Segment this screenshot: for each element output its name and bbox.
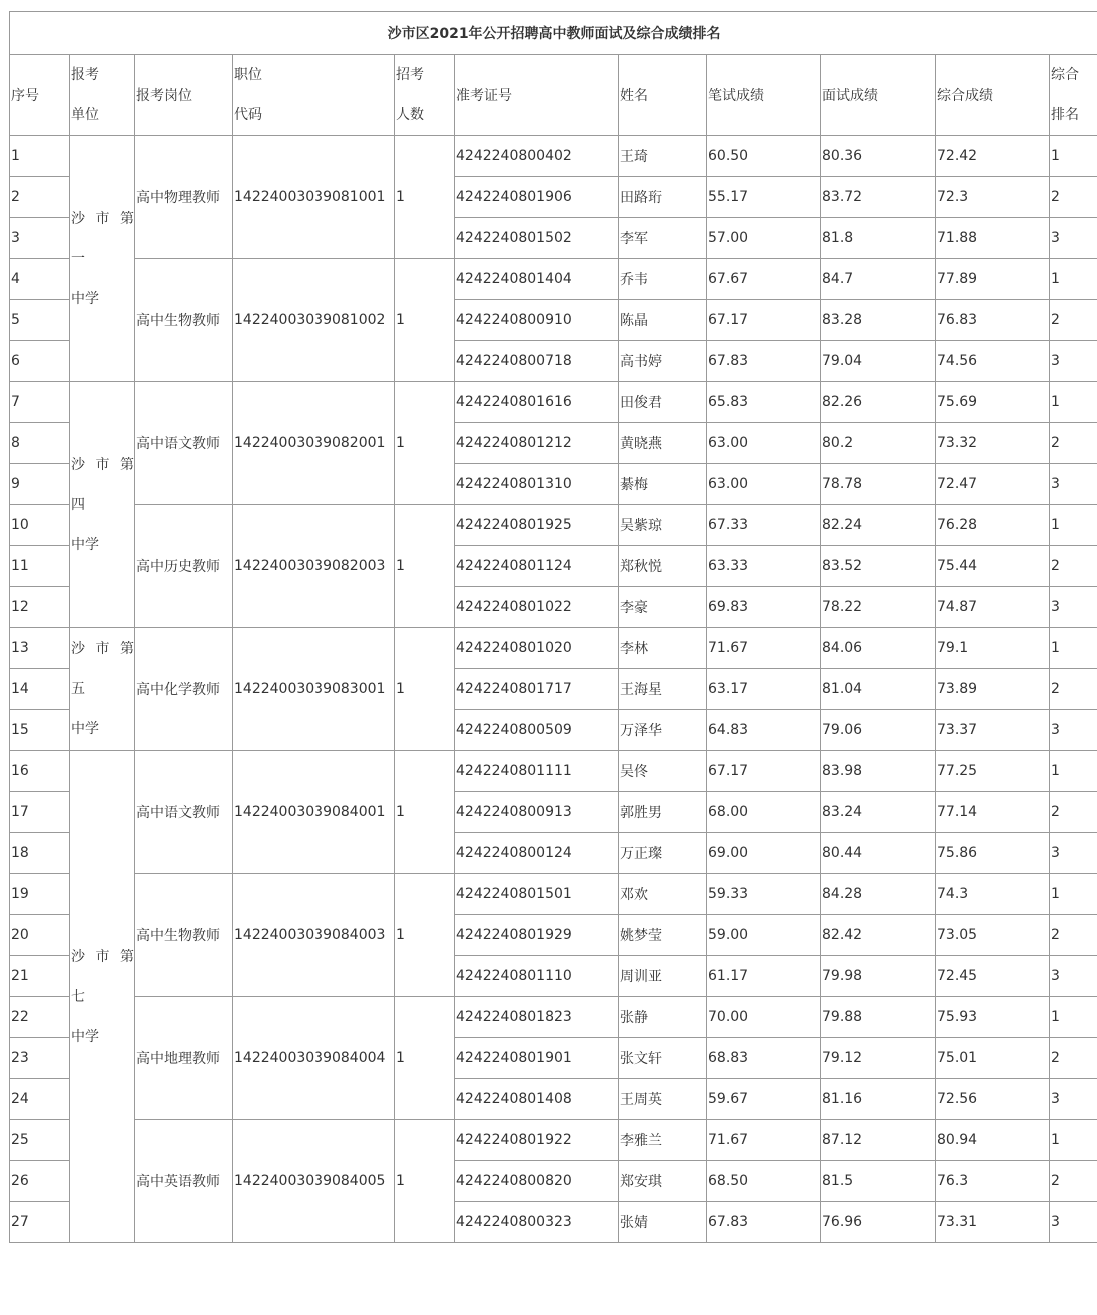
cell-interview: 81.04	[821, 669, 936, 710]
cell-total: 74.87	[936, 587, 1050, 628]
cell-post: 高中物理教师	[135, 136, 233, 259]
cell-name: 李豪	[619, 587, 707, 628]
table-row	[10, 751, 1097, 792]
cell-rank: 2	[1050, 300, 1097, 341]
table-row	[10, 997, 1097, 1038]
cell-post: 高中生物教师	[135, 259, 233, 382]
unit-name-line1: 沙 市 第 一	[71, 210, 134, 267]
cell-seq: 2	[10, 177, 70, 218]
cell-total: 76.83	[936, 300, 1050, 341]
cell-rank: 3	[1050, 1079, 1097, 1120]
cell-total: 79.1	[936, 628, 1050, 669]
table-row	[10, 874, 1097, 915]
cell-name: 田路珩	[619, 177, 707, 218]
header-unit-line1: 报考	[71, 67, 99, 83]
cell-seq: 12	[10, 587, 70, 628]
cell-written: 67.83	[707, 1202, 821, 1243]
cell-exam-id: 4242240801404	[455, 259, 619, 300]
cell-name: 邓欢	[619, 874, 707, 915]
cell-written: 64.83	[707, 710, 821, 751]
cell-quota: 1	[395, 874, 455, 997]
cell-written: 60.50	[707, 136, 821, 177]
cell-code: 14224003039081001	[233, 136, 395, 259]
cell-name: 李军	[619, 218, 707, 259]
cell-rank: 1	[1050, 997, 1097, 1038]
cell-name: 姚梦莹	[619, 915, 707, 956]
cell-total: 71.88	[936, 218, 1050, 259]
cell-name: 陈晶	[619, 300, 707, 341]
cell-exam-id: 4242240800718	[455, 341, 619, 382]
cell-written: 59.00	[707, 915, 821, 956]
header-rank-line1: 综合	[1051, 67, 1079, 83]
cell-quota: 1	[395, 997, 455, 1120]
cell-exam-id: 4242240800913	[455, 792, 619, 833]
cell-exam-id: 4242240801717	[455, 669, 619, 710]
cell-written: 67.67	[707, 259, 821, 300]
cell-unit	[70, 751, 135, 1243]
header-written: 笔试成绩	[707, 55, 821, 136]
cell-code: 14224003039084004	[233, 997, 395, 1120]
cell-seq: 26	[10, 1161, 70, 1202]
header-code	[233, 55, 395, 136]
cell-quota: 1	[395, 505, 455, 628]
cell-seq: 9	[10, 464, 70, 505]
cell-rank: 2	[1050, 177, 1097, 218]
cell-total: 76.28	[936, 505, 1050, 546]
cell-total: 80.94	[936, 1120, 1050, 1161]
cell-interview: 80.36	[821, 136, 936, 177]
cell-exam-id: 4242240801906	[455, 177, 619, 218]
cell-seq: 22	[10, 997, 70, 1038]
cell-total: 72.45	[936, 956, 1050, 997]
cell-rank: 1	[1050, 874, 1097, 915]
cell-written: 69.00	[707, 833, 821, 874]
cell-interview: 81.5	[821, 1161, 936, 1202]
cell-rank: 2	[1050, 1161, 1097, 1202]
cell-exam-id: 4242240800323	[455, 1202, 619, 1243]
cell-rank: 1	[1050, 136, 1097, 177]
cell-written: 67.33	[707, 505, 821, 546]
cell-exam-id: 4242240801925	[455, 505, 619, 546]
header-name: 姓名	[619, 55, 707, 136]
cell-code: 14224003039082001	[233, 382, 395, 505]
cell-unit	[70, 136, 135, 382]
cell-interview: 84.06	[821, 628, 936, 669]
cell-rank: 1	[1050, 505, 1097, 546]
cell-name: 田俊君	[619, 382, 707, 423]
cell-rank: 3	[1050, 956, 1097, 997]
table-row	[10, 1120, 1097, 1161]
cell-interview: 82.26	[821, 382, 936, 423]
cell-written: 71.67	[707, 1120, 821, 1161]
cell-exam-id: 4242240800124	[455, 833, 619, 874]
header-quota	[395, 55, 455, 136]
cell-seq: 21	[10, 956, 70, 997]
cell-interview: 80.2	[821, 423, 936, 464]
cell-seq: 4	[10, 259, 70, 300]
cell-interview: 81.8	[821, 218, 936, 259]
cell-written: 71.67	[707, 628, 821, 669]
cell-seq: 1	[10, 136, 70, 177]
cell-rank: 1	[1050, 751, 1097, 792]
header-rank	[1050, 55, 1097, 136]
cell-total: 74.56	[936, 341, 1050, 382]
cell-rank: 2	[1050, 1038, 1097, 1079]
cell-rank: 3	[1050, 1202, 1097, 1243]
header-exam-id: 准考证号	[455, 55, 619, 136]
cell-interview: 84.28	[821, 874, 936, 915]
cell-total: 72.42	[936, 136, 1050, 177]
cell-name: 黄晓燕	[619, 423, 707, 464]
cell-interview: 83.28	[821, 300, 936, 341]
cell-rank: 2	[1050, 669, 1097, 710]
cell-name: 万泽华	[619, 710, 707, 751]
cell-total: 75.01	[936, 1038, 1050, 1079]
header-unit-line2: 单位	[71, 107, 99, 123]
cell-total: 75.69	[936, 382, 1050, 423]
cell-name: 綦梅	[619, 464, 707, 505]
cell-written: 67.17	[707, 751, 821, 792]
cell-post: 高中英语教师	[135, 1120, 233, 1243]
cell-exam-id: 4242240801823	[455, 997, 619, 1038]
cell-written: 55.17	[707, 177, 821, 218]
header-total: 综合成绩	[936, 55, 1050, 136]
header-post: 报考岗位	[135, 55, 233, 136]
cell-post: 高中历史教师	[135, 505, 233, 628]
cell-exam-id: 4242240800402	[455, 136, 619, 177]
cell-written: 67.83	[707, 341, 821, 382]
cell-interview: 83.52	[821, 546, 936, 587]
table-title: 沙市区2021年公开招聘高中教师面试及综合成绩排名	[10, 12, 1097, 55]
cell-interview: 84.7	[821, 259, 936, 300]
cell-rank: 2	[1050, 792, 1097, 833]
cell-total: 76.3	[936, 1161, 1050, 1202]
cell-seq: 14	[10, 669, 70, 710]
cell-name: 张婧	[619, 1202, 707, 1243]
cell-exam-id: 4242240801310	[455, 464, 619, 505]
header-code-line1: 职位	[234, 67, 262, 83]
cell-rank: 1	[1050, 382, 1097, 423]
cell-seq: 10	[10, 505, 70, 546]
cell-exam-id: 4242240801212	[455, 423, 619, 464]
cell-name: 吴紫琼	[619, 505, 707, 546]
results-table	[9, 11, 1097, 1243]
header-rank-line2: 排名	[1051, 107, 1079, 123]
cell-total: 73.05	[936, 915, 1050, 956]
cell-interview: 79.06	[821, 710, 936, 751]
cell-seq: 20	[10, 915, 70, 956]
cell-written: 59.33	[707, 874, 821, 915]
cell-code: 14224003039084003	[233, 874, 395, 997]
cell-name: 周训亚	[619, 956, 707, 997]
cell-rank: 3	[1050, 587, 1097, 628]
cell-rank: 3	[1050, 218, 1097, 259]
table-row	[10, 628, 1097, 669]
cell-seq: 13	[10, 628, 70, 669]
cell-written: 63.33	[707, 546, 821, 587]
table-row	[10, 505, 1097, 546]
cell-total: 77.89	[936, 259, 1050, 300]
cell-interview: 79.88	[821, 997, 936, 1038]
cell-total: 73.89	[936, 669, 1050, 710]
table-row	[10, 382, 1097, 423]
cell-name: 王周英	[619, 1079, 707, 1120]
cell-seq: 25	[10, 1120, 70, 1161]
cell-exam-id: 4242240801901	[455, 1038, 619, 1079]
cell-code: 14224003039084005	[233, 1120, 395, 1243]
cell-written: 68.00	[707, 792, 821, 833]
cell-interview: 83.24	[821, 792, 936, 833]
cell-total: 74.3	[936, 874, 1050, 915]
cell-interview: 87.12	[821, 1120, 936, 1161]
header-row	[10, 55, 1097, 136]
cell-quota: 1	[395, 382, 455, 505]
cell-exam-id: 4242240801501	[455, 874, 619, 915]
cell-written: 70.00	[707, 997, 821, 1038]
cell-interview: 82.42	[821, 915, 936, 956]
cell-total: 73.31	[936, 1202, 1050, 1243]
unit-name-line2: 中学	[71, 1028, 99, 1045]
cell-seq: 11	[10, 546, 70, 587]
cell-rank: 1	[1050, 628, 1097, 669]
cell-rank: 3	[1050, 341, 1097, 382]
cell-seq: 18	[10, 833, 70, 874]
cell-exam-id: 4242240801616	[455, 382, 619, 423]
cell-seq: 3	[10, 218, 70, 259]
cell-code: 14224003039083001	[233, 628, 395, 751]
cell-written: 61.17	[707, 956, 821, 997]
header-unit	[70, 55, 135, 136]
unit-name-line2: 中学	[71, 290, 99, 307]
cell-written: 59.67	[707, 1079, 821, 1120]
cell-rank: 1	[1050, 259, 1097, 300]
cell-interview: 79.04	[821, 341, 936, 382]
table-row	[10, 136, 1097, 177]
cell-written: 57.00	[707, 218, 821, 259]
unit-name-line2: 中学	[71, 721, 99, 737]
cell-total: 73.37	[936, 710, 1050, 751]
cell-written: 68.50	[707, 1161, 821, 1202]
cell-exam-id: 4242240801124	[455, 546, 619, 587]
cell-exam-id: 4242240801922	[455, 1120, 619, 1161]
cell-interview: 83.72	[821, 177, 936, 218]
cell-name: 李林	[619, 628, 707, 669]
cell-interview: 78.78	[821, 464, 936, 505]
cell-name: 张文轩	[619, 1038, 707, 1079]
cell-interview: 78.22	[821, 587, 936, 628]
cell-exam-id: 4242240801502	[455, 218, 619, 259]
cell-exam-id: 4242240800910	[455, 300, 619, 341]
cell-interview: 76.96	[821, 1202, 936, 1243]
cell-quota: 1	[395, 136, 455, 259]
cell-interview: 82.24	[821, 505, 936, 546]
cell-code: 14224003039081002	[233, 259, 395, 382]
cell-unit	[70, 628, 135, 751]
cell-exam-id: 4242240801929	[455, 915, 619, 956]
cell-written: 68.83	[707, 1038, 821, 1079]
cell-name: 郑秋悦	[619, 546, 707, 587]
cell-quota: 1	[395, 628, 455, 751]
cell-code: 14224003039084001	[233, 751, 395, 874]
cell-name: 郑安琪	[619, 1161, 707, 1202]
cell-exam-id: 4242240801020	[455, 628, 619, 669]
cell-written: 63.17	[707, 669, 821, 710]
header-seq: 序号	[10, 55, 70, 136]
cell-post: 高中语文教师	[135, 751, 233, 874]
cell-name: 高书婷	[619, 341, 707, 382]
table-row	[10, 259, 1097, 300]
cell-seq: 24	[10, 1079, 70, 1120]
cell-quota: 1	[395, 1120, 455, 1243]
cell-exam-id: 4242240801111	[455, 751, 619, 792]
cell-interview: 79.98	[821, 956, 936, 997]
cell-total: 72.3	[936, 177, 1050, 218]
cell-total: 73.32	[936, 423, 1050, 464]
cell-rank: 2	[1050, 546, 1097, 587]
cell-post: 高中生物教师	[135, 874, 233, 997]
cell-written: 65.83	[707, 382, 821, 423]
cell-name: 王海星	[619, 669, 707, 710]
cell-interview: 83.98	[821, 751, 936, 792]
cell-seq: 23	[10, 1038, 70, 1079]
cell-written: 67.17	[707, 300, 821, 341]
cell-total: 75.86	[936, 833, 1050, 874]
cell-interview: 81.16	[821, 1079, 936, 1120]
cell-quota: 1	[395, 259, 455, 382]
cell-interview: 79.12	[821, 1038, 936, 1079]
cell-rank: 3	[1050, 710, 1097, 751]
cell-name: 李雅兰	[619, 1120, 707, 1161]
cell-total: 77.14	[936, 792, 1050, 833]
unit-name-line1: 沙 市 第 五	[71, 641, 134, 697]
cell-name: 乔韦	[619, 259, 707, 300]
cell-total: 72.56	[936, 1079, 1050, 1120]
unit-name-line2: 中学	[71, 536, 99, 553]
cell-seq: 27	[10, 1202, 70, 1243]
cell-written: 63.00	[707, 464, 821, 505]
cell-exam-id: 4242240800509	[455, 710, 619, 751]
cell-total: 72.47	[936, 464, 1050, 505]
cell-exam-id: 4242240801408	[455, 1079, 619, 1120]
cell-rank: 3	[1050, 833, 1097, 874]
cell-unit	[70, 382, 135, 628]
cell-seq: 15	[10, 710, 70, 751]
unit-name-line1: 沙 市 第 四	[71, 456, 134, 513]
header-code-line2: 代码	[234, 107, 262, 123]
cell-written: 69.83	[707, 587, 821, 628]
cell-name: 王琦	[619, 136, 707, 177]
cell-name: 吴佟	[619, 751, 707, 792]
cell-exam-id: 4242240800820	[455, 1161, 619, 1202]
header-interview: 面试成绩	[821, 55, 936, 136]
cell-seq: 17	[10, 792, 70, 833]
header-quota-line1: 招考	[396, 67, 424, 83]
cell-seq: 5	[10, 300, 70, 341]
cell-name: 张静	[619, 997, 707, 1038]
cell-rank: 2	[1050, 915, 1097, 956]
cell-post: 高中地理教师	[135, 997, 233, 1120]
cell-rank: 2	[1050, 423, 1097, 464]
cell-interview: 80.44	[821, 833, 936, 874]
unit-name-line1: 沙 市 第 七	[71, 948, 134, 1005]
title-row	[10, 12, 1097, 55]
cell-name: 郭胜男	[619, 792, 707, 833]
cell-seq: 8	[10, 423, 70, 464]
cell-seq: 16	[10, 751, 70, 792]
cell-total: 75.44	[936, 546, 1050, 587]
cell-rank: 1	[1050, 1120, 1097, 1161]
cell-name: 万正璨	[619, 833, 707, 874]
cell-total: 77.25	[936, 751, 1050, 792]
cell-post: 高中语文教师	[135, 382, 233, 505]
cell-total: 75.93	[936, 997, 1050, 1038]
cell-written: 63.00	[707, 423, 821, 464]
cell-quota: 1	[395, 751, 455, 874]
cell-seq: 19	[10, 874, 70, 915]
cell-seq: 6	[10, 341, 70, 382]
cell-code: 14224003039082003	[233, 505, 395, 628]
cell-exam-id: 4242240801022	[455, 587, 619, 628]
header-quota-line2: 人数	[396, 107, 424, 123]
cell-post: 高中化学教师	[135, 628, 233, 751]
cell-rank: 3	[1050, 464, 1097, 505]
cell-seq: 7	[10, 382, 70, 423]
cell-exam-id: 4242240801110	[455, 956, 619, 997]
